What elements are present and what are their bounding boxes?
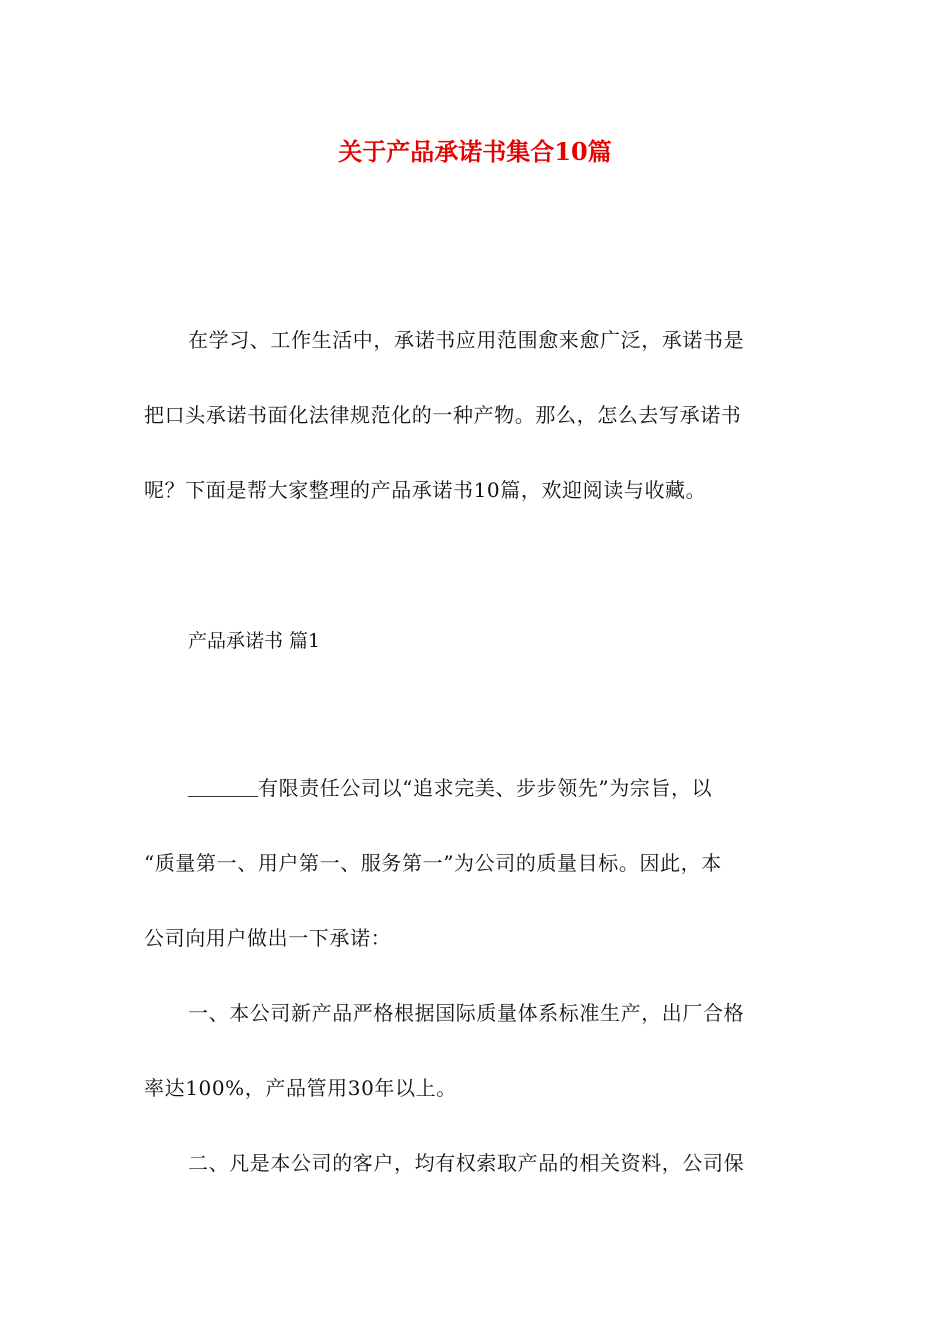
item1-line-1: 一、本公司新产品严格根据国际质量体系标准生产，出厂合格: [188, 1001, 745, 1025]
para1-line-1: [188, 770, 806, 806]
company-name-blank: [188, 776, 258, 797]
para1-line-2: “质量第一、用户第一、服务第一”为公司的质量目标。因此，本: [144, 851, 722, 875]
intro-line-2: 把口头承诺书面化法律规范化的一种产物。那么，怎么去写承诺书: [144, 403, 742, 427]
item1-line-2: 率达100%，产品管用30年以上。: [144, 1076, 457, 1100]
para1-line-3: 公司向用户做出一下承诺：: [144, 926, 392, 950]
section-heading: 产品承诺书 篇1: [188, 630, 321, 652]
document-title: 关于产品承诺书集合10篇: [338, 137, 612, 166]
intro-line-1: 在学习、工作生活中，承诺书应用范围愈来愈广泛，承诺书是: [188, 328, 745, 352]
para1-line-1-text: 有限责任公司以“追求完美、步步领先”为宗旨，以: [258, 776, 713, 800]
item2-line-1: 二、凡是本公司的客户，均有权索取产品的相关资料，公司保: [188, 1151, 745, 1175]
intro-line-3: 呢？下面是帮大家整理的产品承诺书10篇，欢迎阅读与收藏。: [144, 478, 707, 502]
